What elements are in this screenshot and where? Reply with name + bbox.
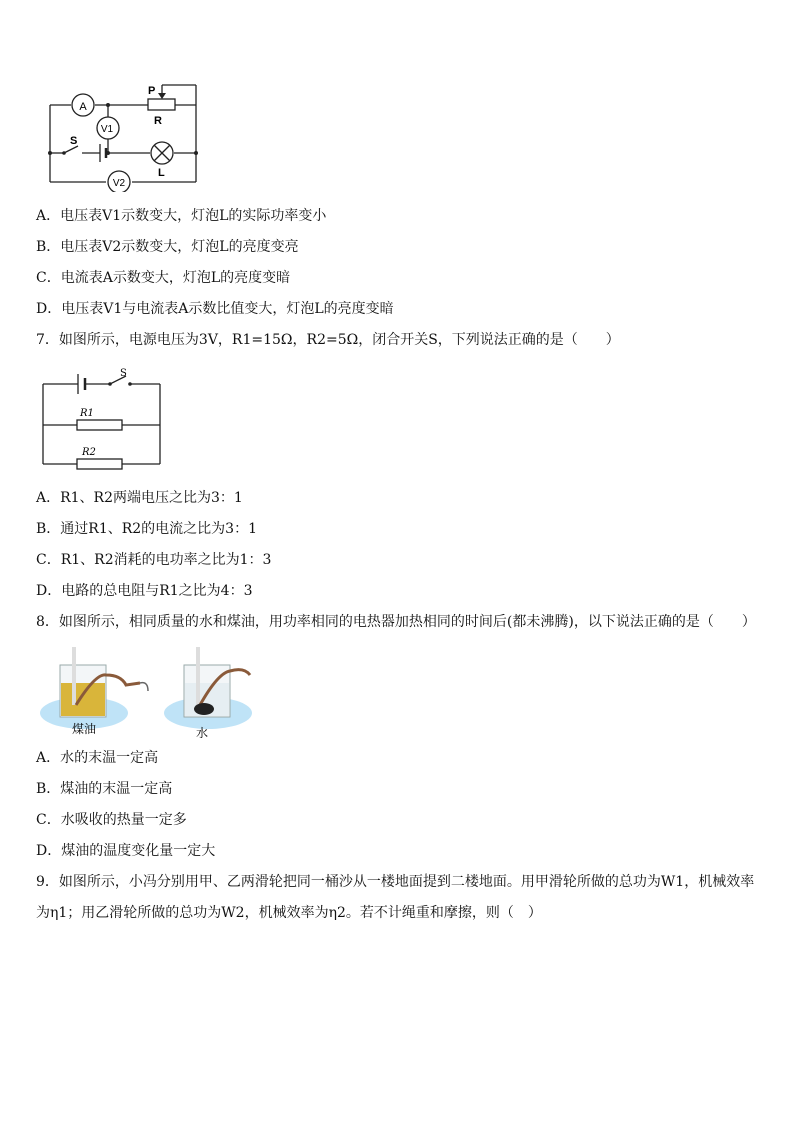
switch-label: S	[70, 135, 78, 147]
q8-option-a: A．水的末温一定高	[36, 750, 159, 766]
q6-option-a: A．电压表V1示数变大，灯泡L的实际功率变小	[36, 208, 327, 224]
q6-circuit-diagram	[44, 80, 214, 192]
slider-label: P	[148, 85, 156, 97]
q6-option-b: B．电压表V2示数变大，灯泡L的亮度变亮	[36, 239, 299, 255]
q6-circuit-svg	[44, 80, 214, 192]
q7-r2-label: R2	[82, 447, 96, 458]
q7-option-a: A．R1、R2两端电压之比为3：1	[36, 490, 243, 506]
q8-beaker-svg	[36, 645, 256, 741]
q8-option-c: C．水吸收的热量一定多	[36, 812, 187, 828]
q7-circuit-diagram	[40, 366, 166, 470]
q6-option-c: C．电流表A示数变大，灯泡L的亮度变暗	[36, 270, 291, 286]
q8-beaker-figure	[36, 645, 256, 741]
q8-kerosene-label: 煤油	[71, 722, 97, 736]
q7-option-c: C．R1、R2消耗的电功率之比为1：3	[36, 552, 272, 568]
q8-option-b: B．煤油的末温一定高	[36, 781, 173, 797]
q8-water-label: 水	[195, 726, 209, 740]
q7-switch-label: S	[120, 368, 127, 379]
ammeter-label: A	[79, 101, 87, 113]
q6-option-d: D．电压表V1与电流表A示数比值变大，灯泡L的亮度变暗	[36, 301, 394, 317]
q9-stem-line2: 为η1；用乙滑轮所做的总功为W2，机械效率为η2。若不计绳重和摩擦，则（ ）	[36, 905, 542, 921]
lamp-label: L	[158, 167, 165, 179]
voltmeter2-label: V2	[112, 178, 126, 189]
q8-option-d: D．煤油的温度变化量一定大	[36, 843, 216, 859]
rheostat-label: R	[154, 115, 162, 127]
q7-circuit-svg	[40, 366, 166, 470]
q8-stem: 8．如图所示，相同质量的水和煤油，用功率相同的电热器加热相同的时间后(都未沸腾)，以下说法正确的是（ ）	[36, 614, 756, 630]
voltmeter1-label: V1	[100, 124, 114, 135]
q7-option-b: B．通过R1、R2的电流之比为3：1	[36, 521, 257, 537]
q9-stem-line1: 9．如图所示，小冯分别用甲、乙两滑轮把同一桶沙从一楼地面提到二楼地面。用甲滑轮所做的总功为W1，机械效率	[36, 874, 755, 890]
q7-stem: 7．如图所示，电源电压为3V，R1=15Ω，R2=5Ω，闭合开关S，下列说法正确的是（ ）	[36, 332, 620, 348]
q7-r1-label: R1	[80, 408, 94, 419]
q7-option-d: D．电路的总电阻与R1之比为4：3	[36, 583, 253, 599]
